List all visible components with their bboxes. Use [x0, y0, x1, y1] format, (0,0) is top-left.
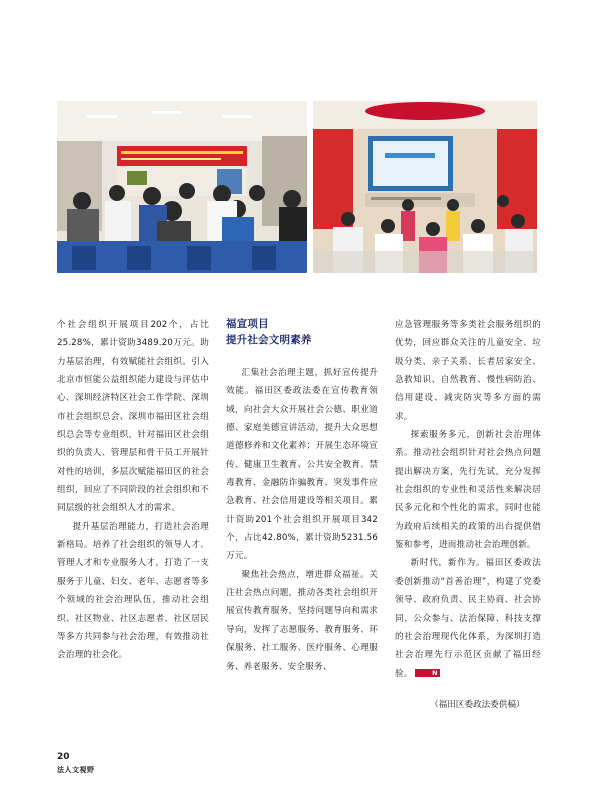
end-mark-icon: N: [415, 669, 440, 677]
article-column-3: [395, 316, 541, 683]
magazine-logo: 法人文視野: [57, 765, 95, 774]
source-credit: （福田区委政法委供稿）: [430, 700, 525, 710]
article-column-2: [226, 316, 378, 676]
event-photo-right: [313, 101, 537, 273]
meeting-photo-left: [57, 101, 307, 273]
paragraph: 聚焦社会热点，增进群众福祉。关注社会热点问题，推动各类社会组织开展宣传教育服务，坚持问题导向和需求导向，发挥了志愿服务、教育服务、环保服务、社工服务、医疗服务、心理服务、养老服务、安全服务、: [226, 569, 378, 672]
section-title: 福宣项目: [226, 318, 269, 330]
paragraph: 个社会组织开展项目202个，占比25.28%，累计资助3489.20万元。助力基层治理，有效赋能社会组织。引入北京市恒能公益组织能力建设与评估中心、深圳经济特区社会工作学院、深圳市社会组织总会、深圳市福田区社会组织总会等专业组织，针对福田区社会组织的负责人、管理层和骨干员工开展针对性的培训，多层次赋能福田区的社会组织，回应了不同阶段的社会组织和不同层级的社会组织人才的需求。: [57, 320, 209, 514]
paragraph: 应急管理服务等多类社会服务组织的优势，回应群众关注的儿童安全、垃圾分类、亲子关系、长者居家安全、急救知识、自然教育、慢性病防治、信用建设、减灾防灾等多方面的需求。: [395, 320, 541, 422]
paragraph: 提升基层治理能力，打造社会治理新格局。培养了社会组织的领导人才、管理人才和专业服务人才，打造了一支服务于儿童、妇女、老年、志愿者等多个领域的社会治理队伍，推动社会组织、社区物业、社区志愿者、社区居民等多方共同参与社会治理，有效推动社会治理的社会化。: [57, 521, 209, 661]
paragraph: 汇集社会治理主题，抓好宣传提升效能。福田区委政法委在宣传教育领域，向社会大众开展社会公德、职业道德、家庭美德宣讲活动，提升大众思想道德修养和文化素养；开展生态环境宣传、健康卫生教育、公共安全教育、禁毒教育、金融防诈骗教育、突发事件应急教育、社会信用建设等相关项目。累计资助201个社会组织开展项目342个，占比42.80%，累计资助5231.56万元。: [226, 368, 378, 562]
paragraph: [395, 554, 541, 682]
page-number: 20: [57, 752, 70, 762]
section-subtitle: 提升社会文明素养: [226, 334, 312, 346]
article-column-1: [57, 316, 209, 665]
paragraph: 探索服务多元，创新社会治理体系。推动社会组织针对社会热点问题提出解决方案，先行先试，充分发挥社会组织的专业性和灵活性来解决居民多元化和个性化的需求，同时也能为政府后续相关的政策的出台提供借鉴和参考，进而推动社会治理创新。: [395, 430, 541, 551]
paragraph-text: 新时代，新作为。福田区委政法委创新推动“首善治理”，构建了党委领导、政府负责、民主协商、社会协同、公众参与、法治保障、科技支撑的社会治理现代化体系，为深圳打造社会治理先行示范区贡献了福田经验。: [395, 558, 541, 679]
